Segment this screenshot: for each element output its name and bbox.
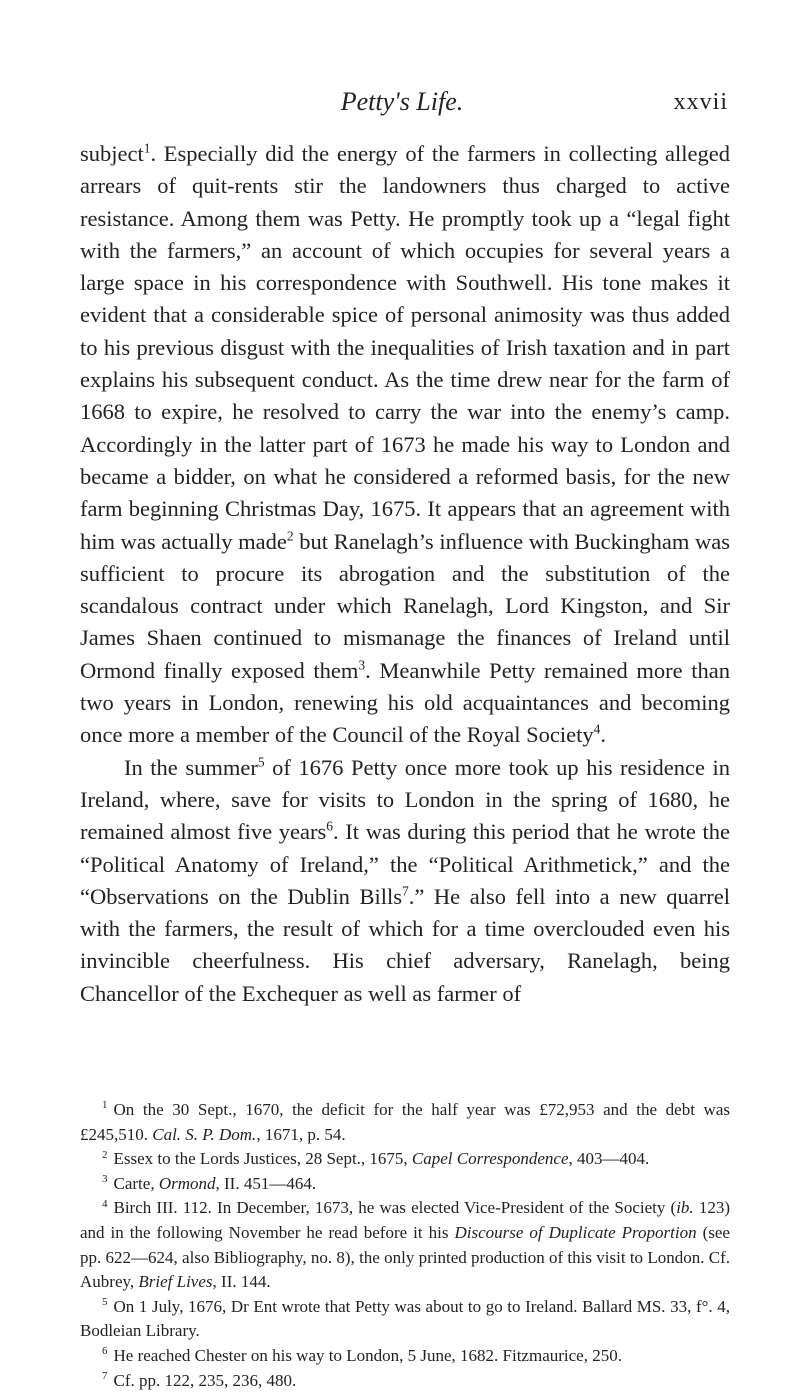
note-italic: Capel Correspondence bbox=[411, 1149, 569, 1169]
note-text: , 403—404. bbox=[568, 1149, 650, 1169]
page-number: xxvii bbox=[673, 89, 728, 115]
footnote-ref-6: 6 bbox=[326, 818, 333, 834]
footnotes bbox=[80, 1098, 730, 1393]
footnote-number: 1 bbox=[102, 1099, 108, 1112]
paragraph-1 bbox=[80, 138, 730, 752]
note-text: Carte, bbox=[113, 1173, 159, 1193]
footnote-1 bbox=[80, 1098, 730, 1147]
note-text: Cf. pp. 122, 235, 236, 480. bbox=[113, 1370, 297, 1390]
text-run: . It was during this period that he wrote the “Political Anatomy of Ireland,” the “Political Arithmetick,” and the “Observations on the Dublin Bills bbox=[80, 819, 730, 909]
note-italic: Ormond bbox=[158, 1173, 216, 1193]
footnote-ref-5: 5 bbox=[257, 754, 265, 770]
footnote-number: 3 bbox=[102, 1173, 108, 1186]
footnote-5 bbox=[80, 1295, 730, 1344]
note-italic: Cal. S. P. Dom. bbox=[152, 1124, 257, 1144]
text-run: . Meanwhile Petty remained more than two years in London, renewing his old acquaintances and becoming once more a member of the Council of the Royal Society bbox=[80, 657, 730, 748]
note-text: On the 30 Sept., 1670, the deficit for the half year was £72,953 and the debt was £245,510. bbox=[80, 1100, 730, 1144]
footnote-number: 4 bbox=[102, 1197, 108, 1210]
main-text bbox=[80, 138, 730, 1010]
note-text: , II. 451—464. bbox=[215, 1173, 317, 1193]
text-run: In the summer bbox=[124, 754, 258, 780]
footnote-number: 5 bbox=[102, 1296, 108, 1309]
text-run: of 1676 Petty once more took up his residence in Ireland, where, save for visits to London in the spring of 1680, he remained almost five years bbox=[80, 754, 731, 845]
note-italic: Discourse of Duplicate Proportion bbox=[454, 1222, 697, 1242]
note-text: (see pp. 622—624, also Bibliography, no. 8), the only printed production of this visit to London. Cf. Aubrey, bbox=[80, 1222, 730, 1292]
footnote-3 bbox=[80, 1172, 730, 1197]
footnote-number: 2 bbox=[102, 1148, 108, 1161]
running-head: Petty's Life. bbox=[340, 87, 464, 116]
footnote-7 bbox=[80, 1369, 730, 1393]
note-italic: ib. bbox=[676, 1198, 694, 1218]
footnote-number: 7 bbox=[102, 1369, 108, 1382]
note-text: Birch III. 112. In December, 1673, he was elected Vice-President of the Society ( bbox=[113, 1198, 677, 1218]
text-run: . bbox=[600, 722, 606, 748]
note-text: , 1671, p. 54. bbox=[256, 1124, 346, 1144]
footnote-ref-4: 4 bbox=[593, 721, 601, 737]
note-text: He reached Chester on his way to London, 5 June, 1682. Fitzmaurice, 250. bbox=[113, 1345, 622, 1365]
footnote-number: 6 bbox=[102, 1345, 108, 1358]
note-text: On 1 July, 1676, Dr Ent wrote that Petty was about to go to Ireland. Ballard MS. 33, f°. 4, Bodleian Library. bbox=[80, 1296, 730, 1341]
note-text: , II. 144. bbox=[212, 1272, 271, 1292]
text-run: . Especially did the energy of the farmers in collecting alleged arrears of quit-rents stir the landowners thus charged to active resistance. Among them was Petty. He promptly took up a “legal fight with the farmers,” an account of which occupies for several years a large space in his correspondence with Southwell. His tone makes it evident that a considerable spice of personal animosity was thus added to his previous disgust with the inequalities of Irish taxation and in part explains his subsequent conduct. As the time drew near for the farm of 1668 to expire, he resolved to carry the war into the enemy’s camp. Accordingly in the latter part of 1673 he made his way to London and became a bidder, on what he considered a reformed basis, for the new farm beginning Christmas Day, 1675. It appears that an agreement with him was actually made bbox=[80, 141, 730, 554]
footnote-ref-7: 7 bbox=[402, 883, 409, 899]
footnote-ref-3: 3 bbox=[358, 657, 366, 673]
text-run: but Ranelagh’s influence with Buckingham was sufficient to procure its abrogation and the substitution of the scandalous contract under which Ranelagh, Lord Kingston, and Sir James Shaen continued to mismanage the finances of Ireland until Ormond finally exposed them bbox=[80, 528, 730, 683]
page-header bbox=[76, 84, 728, 120]
text-run: .” He also fell into a new quarrel with the farmers, the result of which for a time overclouded even his invincible cheerfulness. His chief adversary, Ranelagh, being Chancellor of the Exchequer as well as farmer of bbox=[80, 883, 730, 1006]
footnote-6 bbox=[80, 1344, 730, 1369]
note-text: 123) and in the following November he read before it his bbox=[80, 1198, 730, 1242]
footnote-4 bbox=[80, 1196, 730, 1294]
text-run: subject bbox=[80, 141, 144, 166]
footnote-ref-2: 2 bbox=[286, 528, 294, 544]
note-text: Essex to the Lords Justices, 28 Sept., 1675, bbox=[113, 1149, 412, 1169]
footnote-ref-1: 1 bbox=[143, 140, 151, 156]
footnote-2 bbox=[80, 1147, 730, 1172]
note-italic: Brief Lives bbox=[138, 1272, 213, 1292]
paragraph-2 bbox=[80, 752, 730, 1010]
